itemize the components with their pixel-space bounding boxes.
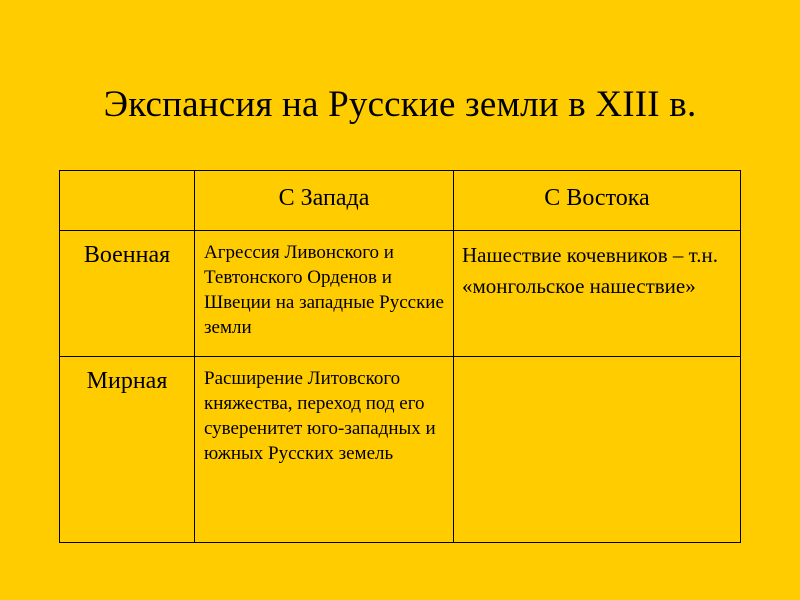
header-cell-west: С Запада [195,171,454,231]
row-label-peaceful: Мирная [60,357,195,543]
row-label-military: Военная [60,231,195,357]
cell-military-west: Агрессия Ливонского и Тевтонского Орденов и Швеции на западные Русские земли [195,231,454,357]
cell-peaceful-west: Расширение Литовского княжества, переход под его суверенитет юго-западных и южных Русских земель [195,357,454,543]
table-header-row [60,171,741,231]
cell-peaceful-east [454,357,741,543]
table-row-peaceful [60,357,741,543]
table-row-military [60,231,741,357]
cell-military-east: Нашествие кочевников – т.н. «монгольское нашествие» [454,231,741,357]
expansion-table [59,170,741,543]
slide-title: Экспансия на Русские земли в XIII в. [103,84,697,125]
header-cell-empty [60,171,195,231]
header-cell-east: С Востока [454,171,741,231]
